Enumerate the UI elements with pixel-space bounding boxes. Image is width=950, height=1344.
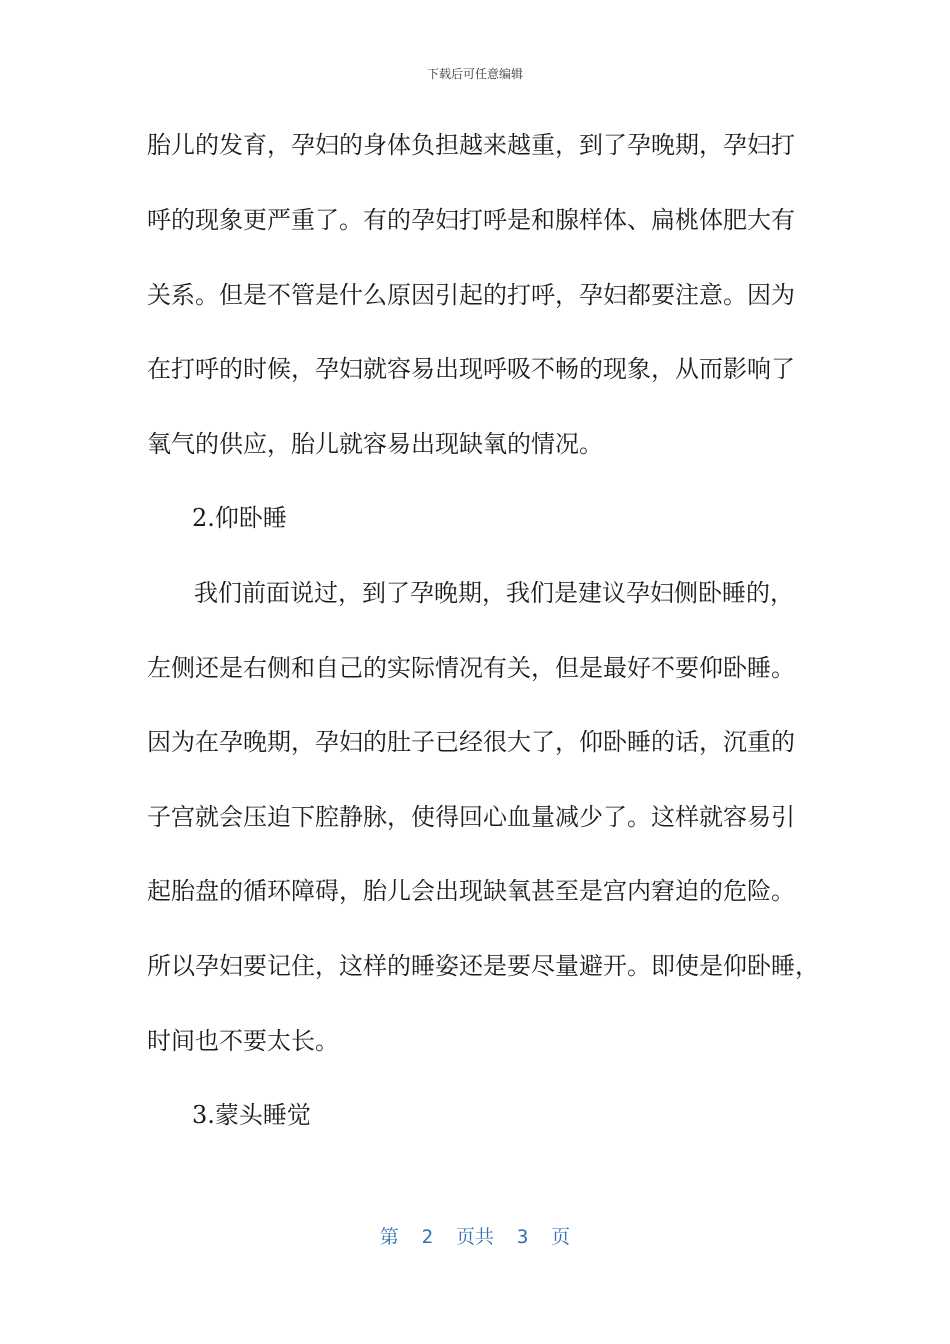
page-header: 下载后可任意编辑 (426, 67, 523, 81)
paragraph-line: 所以孕妇要记住，这样的睡姿还是要尽量避开。即使是仰卧睡， (147, 952, 819, 980)
paragraph-line: 子宫就会压迫下腔静脉，使得回心血量减少了。这样就容易引 (147, 803, 795, 831)
paragraph-line: 左侧还是右侧和自己的实际情况有关，但是最好不要仰卧睡。 (147, 654, 795, 682)
paragraph-line: 关系。但是不管是什么原因引起的打呼，孕妇都要注意。因为 (147, 281, 795, 309)
page-footer: 第 2 页共 3 页 (379, 1226, 571, 1248)
paragraph-line: 胎儿的发育，孕妇的身体负担越来越重，到了孕晚期，孕妇打 (147, 131, 795, 159)
section-heading: 3.蒙头睡觉 (192, 1101, 311, 1129)
paragraph-line: 我们前面说过，到了孕晚期，我们是建议孕妇侧卧睡的， (194, 579, 794, 607)
paragraph-line: 时间也不要太长。 (147, 1027, 339, 1055)
section-heading: 2.仰卧睡 (192, 504, 287, 532)
paragraph-line: 在打呼的时候，孕妇就容易出现呼吸不畅的现象，从而影响了 (147, 355, 795, 383)
paragraph-line: 起胎盘的循环障碍，胎儿会出现缺氧甚至是宫内窘迫的危险。 (147, 877, 795, 905)
paragraph-line: 氧气的供应，胎儿就容易出现缺氧的情况。 (147, 430, 603, 458)
paragraph-line: 呼的现象更严重了。有的孕妇打呼是和腺样体、扁桃体肥大有 (147, 206, 795, 234)
paragraph-line: 因为在孕晚期，孕妇的肚子已经很大了，仰卧睡的话，沉重的 (147, 728, 795, 756)
